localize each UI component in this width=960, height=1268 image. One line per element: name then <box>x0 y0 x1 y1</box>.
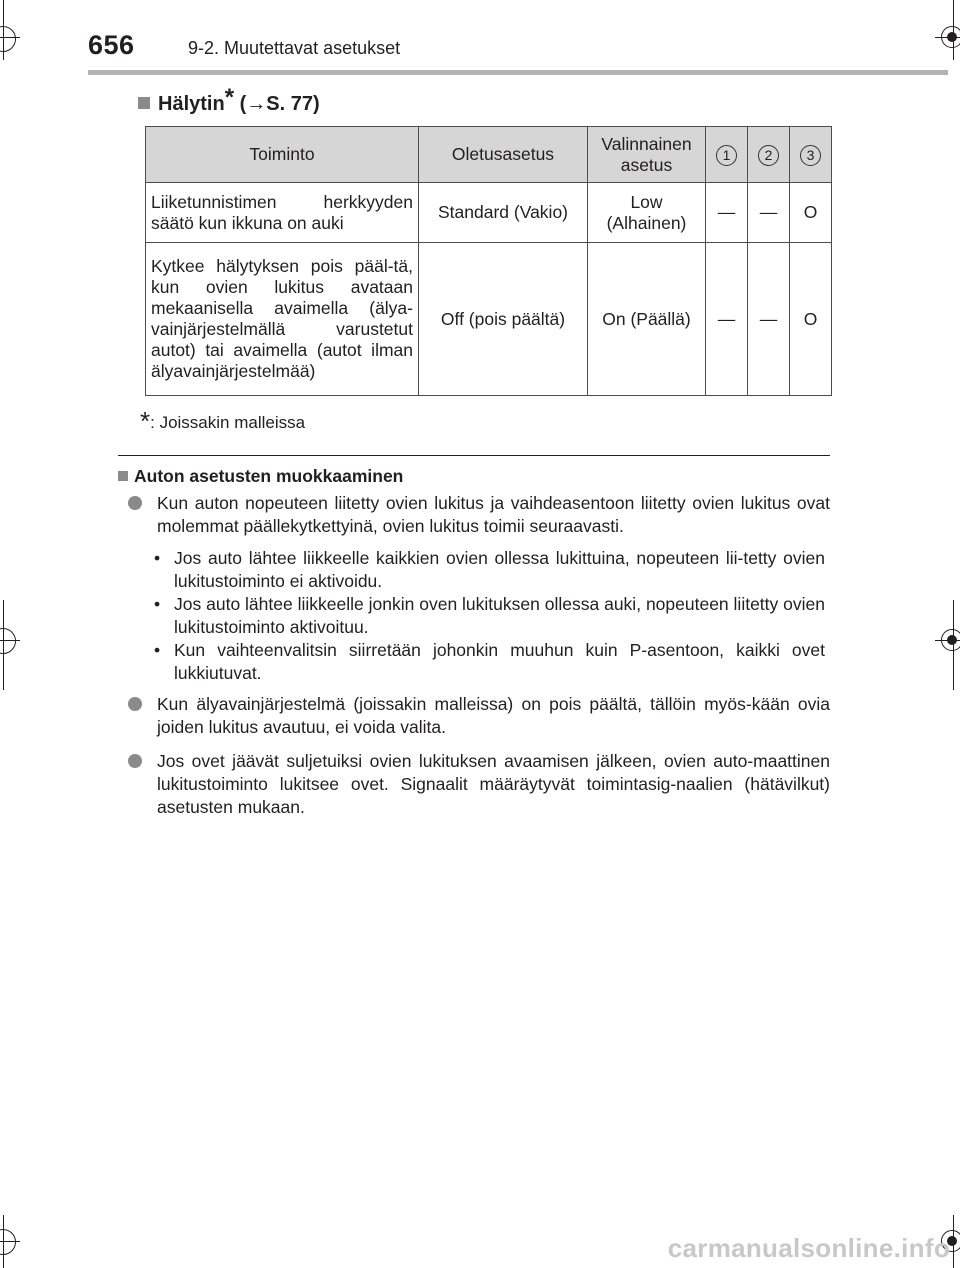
sub-list-item <box>128 639 830 685</box>
page-number: 656 <box>88 30 135 60</box>
circled-number-2: 2 <box>758 145 779 166</box>
cell-default: Off (pois päältä) <box>419 243 588 396</box>
sub-list-item-text: Kun vaihteenvalitsin siirretään johonkin muuhun kuin P-asentoon, kaikki ovet lukkiutuvat. <box>174 640 825 683</box>
cell-function: Liiketunnistimen herkkyyden säätö kun ikkuna on auki <box>146 183 419 243</box>
header-function: Toiminto <box>146 127 419 183</box>
list-item <box>128 492 830 538</box>
crop-circle-icon <box>0 1229 16 1255</box>
header-default: Oletusasetus <box>419 127 588 183</box>
section-title-text: Hälytin <box>158 93 225 115</box>
square-bullet-icon <box>118 471 128 481</box>
subsection-title: Auton asetusten muokkaaminen <box>134 466 404 486</box>
table-row <box>146 183 832 243</box>
section-title <box>138 84 320 116</box>
header-col-1 <box>706 127 748 183</box>
table-header-row <box>146 127 832 183</box>
table-row <box>146 243 832 396</box>
cell-col-3: O <box>790 183 832 243</box>
circled-number-3: 3 <box>800 145 821 166</box>
watermark: carmanualsonline.info <box>667 1233 950 1263</box>
header-optional: Valinnainen asetus <box>588 127 706 183</box>
circle-bullet-icon <box>128 496 142 510</box>
section-divider <box>118 455 830 456</box>
footnote <box>140 406 305 437</box>
footnote-star: * <box>224 84 235 111</box>
sub-list-item <box>128 593 830 639</box>
header-col-3 <box>790 127 832 183</box>
sub-list-item-text: Jos auto lähtee liikkeelle kaikkien ovien ollessa lukittuina, nopeuteen lii-tetty ovien lukitustoiminto ei aktivoidu. <box>174 548 825 591</box>
subsection-heading <box>118 466 403 487</box>
list-item <box>128 693 830 739</box>
chapter-title: 9-2. Muutettavat asetukset <box>188 38 401 58</box>
circled-number-1: 1 <box>716 145 737 166</box>
cell-col-1: — <box>706 183 748 243</box>
crop-circle-icon <box>0 628 16 654</box>
dot-bullet-icon: • <box>154 640 161 660</box>
list-item-text: Jos ovet jäävät suljetuiksi ovien lukituksen avaamisen jälkeen, ovien auto-maattinen lukitustoiminto lukitsee ovet. Signaalit määräytyvät toimintasig-naalien (hätävilkut) asetusten mukaan. <box>157 751 830 817</box>
cell-function: Kytkee hälytyksen pois pääl-tä, kun ovien lukitus avataan mekaanisella avaimella (älya-vainjärjestelmällä varustetut autot) tai avaimella (autot ilman älyavainjärjestelmää) <box>146 243 419 396</box>
sub-list-item <box>128 547 830 593</box>
dot-bullet-icon: • <box>154 594 161 614</box>
cell-col-2: — <box>748 243 790 396</box>
body-text <box>128 492 830 827</box>
list-item-text: Kun älyavainjärjestelmä (joissakin malleissa) on pois päältä, tällöin myös-kään ovia joiden lukitus avautuu, ei voida valita. <box>157 694 830 737</box>
cell-optional: Low (Alhainen) <box>588 183 706 243</box>
crop-circle-icon <box>0 26 16 52</box>
sub-list-item-text: Jos auto lähtee liikkeelle jonkin oven lukituksen ollessa auki, nopeuteen liitetty ovien lukitustoiminto aktivoituu. <box>174 594 825 637</box>
registration-mark-icon <box>941 26 960 48</box>
footnote-star: * <box>140 406 151 436</box>
cell-col-3: O <box>790 243 832 396</box>
square-bullet-icon <box>138 97 150 109</box>
cell-optional: On (Päällä) <box>588 243 706 396</box>
sub-list <box>128 547 830 685</box>
list-item <box>128 750 830 819</box>
settings-table <box>145 126 832 396</box>
header-col-2 <box>748 127 790 183</box>
page-reference-link[interactable]: (→S. 77) <box>239 93 320 115</box>
circle-bullet-icon <box>128 754 142 768</box>
list-item-text: Kun auton nopeuteen liitetty ovien lukitus ja vaihdeasentoon liitetty ovien lukitus ovat molemmat päällekytkettyinä, ovien lukitus toimii seuraavasti. <box>157 493 830 536</box>
cell-default: Standard (Vakio) <box>419 183 588 243</box>
cell-col-2: — <box>748 183 790 243</box>
circle-bullet-icon <box>128 697 142 711</box>
dot-bullet-icon: • <box>154 548 161 568</box>
header-divider <box>88 70 948 75</box>
cell-col-1: — <box>706 243 748 396</box>
footnote-text: : Joissakin malleissa <box>150 413 306 432</box>
registration-mark-icon <box>941 629 960 651</box>
